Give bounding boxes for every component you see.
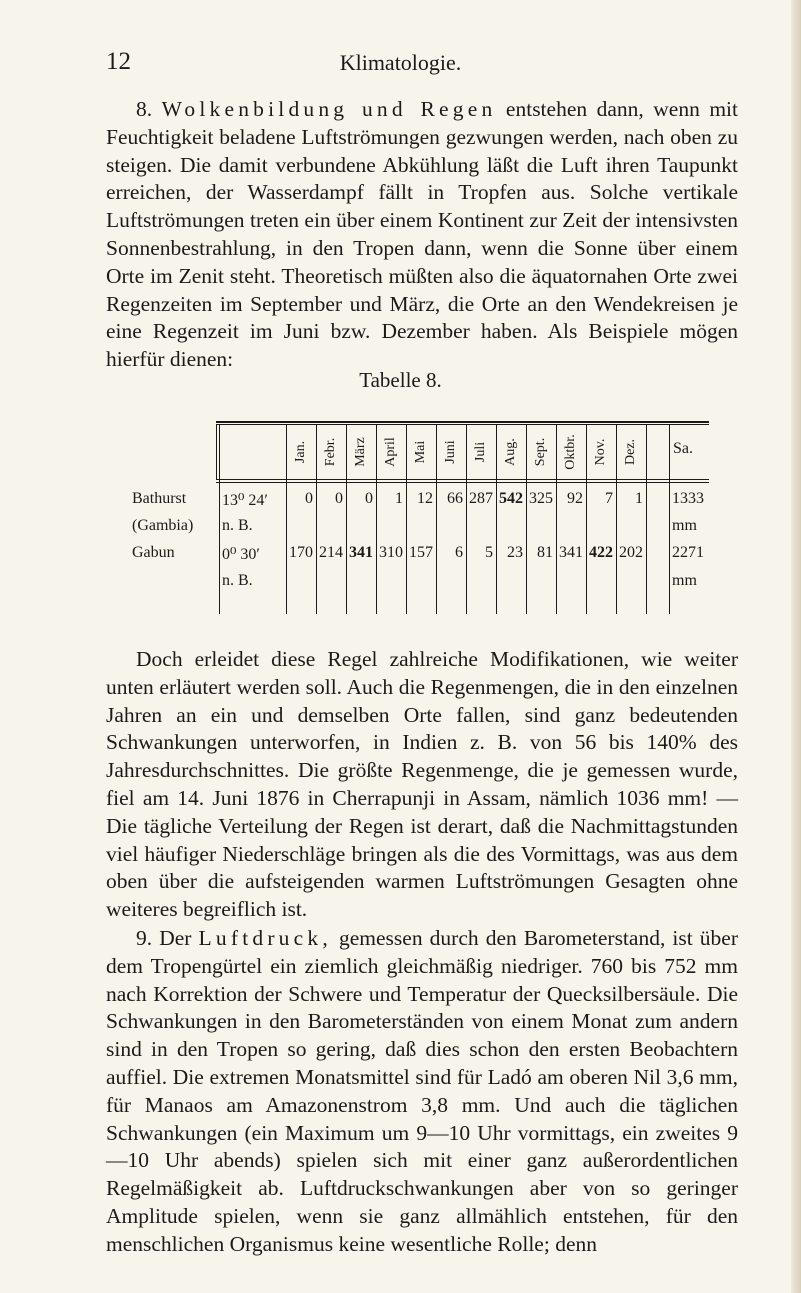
rain-value: 1: [635, 490, 643, 507]
running-title: Klimatologie.: [339, 50, 462, 75]
table-top-rule: [216, 421, 709, 423]
section-heading-wolkenbildung: Wolkenbildung und Regen: [161, 97, 497, 121]
month-header-feb: Febr.: [323, 437, 338, 467]
rain-value: 6: [455, 544, 463, 561]
month-header-may: Mai: [413, 440, 428, 464]
month-header-dec: Dez.: [623, 438, 638, 466]
month-header-nov: Nov.: [593, 438, 608, 466]
rain-value: 157: [409, 544, 433, 561]
latitude: 0⁰ 30′: [222, 546, 260, 563]
table-column-divider: [646, 424, 647, 614]
month-header-apr: April: [383, 437, 398, 467]
rain-value: 310: [379, 544, 403, 561]
section-heading-luftdruck: Luftdruck,: [198, 926, 332, 950]
rain-value: 287: [469, 490, 493, 507]
rain-value: 0: [335, 490, 343, 507]
latitude-hemisphere: n. B.: [222, 517, 253, 534]
rain-value: 1: [395, 490, 403, 507]
place-name: Gabun: [132, 544, 175, 561]
rain-value: 92: [567, 490, 583, 507]
month-header-aug: Aug.: [503, 438, 518, 466]
latitude-hemisphere: n. B.: [222, 572, 253, 589]
table-column-divider: [219, 424, 220, 614]
rain-value: 12: [417, 490, 433, 507]
paragraph-cloud-formation: [106, 96, 738, 374]
sum-header: Sa.: [673, 440, 693, 457]
section-number: 9. Der: [136, 926, 192, 950]
table-header-rule-thin: [216, 482, 709, 483]
table-caption: Tabelle 8.: [359, 368, 442, 392]
place-name: Bathurst: [132, 490, 187, 507]
page-number: 12: [106, 48, 131, 75]
rain-value: 5: [485, 544, 493, 561]
latitude: 13⁰ 24′: [222, 492, 268, 509]
rain-value: 170: [289, 544, 313, 561]
paragraph-air-pressure: [106, 925, 738, 1259]
section-number: 8.: [136, 97, 153, 121]
paragraph-rain-variation: Doch erleidet diese Regel zahlreiche Modifikationen, wie weiter unten erläutert werden soll. Auch die Regenmengen, die in den einzelnen Jahren an ein und demselben Orte fallen, sind ganz bedeutenden Schwankungen unterworfen, in Indien z. B. von 56 bis 140% des Jahresdurchschnittes. Die größte Regenmenge, die je gemessen wurde, fiel am 14. Juni 1876 in Cherrapunji in Assam, nämlich 1036 mm! — Die tägliche Verteilung der Regen ist derart, daß die Nachmittagstunden viel häufiger Niederschläge bringen als die des Vormittags, was aus dem oben über die aufsteigenden warmen Luftströmungen Gesagten ohne weiteres begreiflich ist.: [106, 647, 738, 922]
month-header-jun: Juni: [443, 440, 458, 464]
annual-sum: 1333: [672, 490, 704, 507]
rain-value-max: 542: [499, 490, 523, 507]
rain-value: 0: [365, 490, 373, 507]
sum-unit: mm: [672, 517, 697, 534]
month-header-mar: März: [353, 437, 368, 467]
table-column-divider: [216, 424, 217, 480]
month-header-oct: Oktbr.: [563, 434, 578, 470]
table-header-rule: [216, 479, 709, 480]
rain-value: 0: [305, 490, 313, 507]
rain-value: 81: [537, 544, 553, 561]
page-edge: [791, 0, 801, 1293]
annual-sum: 2271: [672, 544, 704, 561]
sum-unit: mm: [672, 572, 697, 589]
rain-value: 341: [559, 544, 583, 561]
rain-value-max: 341: [349, 544, 373, 561]
rain-value: 7: [605, 490, 613, 507]
page-header: [0, 48, 801, 78]
rain-value: 325: [529, 490, 553, 507]
month-header-sep: Sept.: [533, 437, 548, 467]
rain-value-max: 422: [589, 544, 613, 561]
rain-value: 66: [447, 490, 463, 507]
table-top-rule-thin: [216, 424, 709, 425]
paragraph-text: entstehen dann, wenn mit Feuchtigkeit beladene Luftströmungen gezwungen werden, nach oben zu steigen. Die damit verbundene Abkühlung läßt die Luft ihren Taupunkt erreichen, der Wasserdampf fällt in Tropfen aus. Solche vertikale Luftströmungen treten ein über einem Kontinent zur Zeit der intensivsten Sonnenbestrahlung, in den Tropen dann, wenn die Sonne über einem Orte im Zenit steht. Theoretisch müßten also die äquatornahen Orte zwei Regenzeiten im September und März, die Orte an den Wendekreisen je eine Regenzeit im Juni bzw. Dezember haben. Als Beispiele mögen hierfür dienen:: [106, 97, 739, 372]
place-region: (Gambia): [132, 517, 194, 534]
month-header-jul: Juli: [473, 441, 488, 463]
paragraph-text: gemessen durch den Barometerstand, ist über dem Tropengürtel ein ziemlich gleichmäßig niedriger. 760 bis 752 mm nach Korrektion der Schwere und Temperatur der Quecksilbersäule. Die Schwankungen in den Barometerständen von einem Monat zum andern sind in den Tropen so gering, daß dies schon den ersten Beobachtern auffiel. Die extremen Monatsmittel sind für Ladó am oberen Nil 3,6 mm, für Manaos am Amazonenstrom 3,8 mm. Und auch die täglichen Schwankungen (ein Maximum um 9—10 Uhr vormittags, ein zweites 9—10 Uhr abends) spielen sich mit einer ganz außerordentlichen Regelmäßigkeit ab. Luftdruckschwankungen aber von so geringer Amplitude spielen, wenn sie ganz allmählich entstehen, für den menschlichen Organismus keine wesentliche Rolle; denn: [106, 926, 739, 1256]
rain-value: 214: [319, 544, 343, 561]
rain-value: 202: [619, 544, 643, 561]
rain-value: 23: [507, 544, 523, 561]
month-header-jan: Jan.: [293, 440, 308, 464]
